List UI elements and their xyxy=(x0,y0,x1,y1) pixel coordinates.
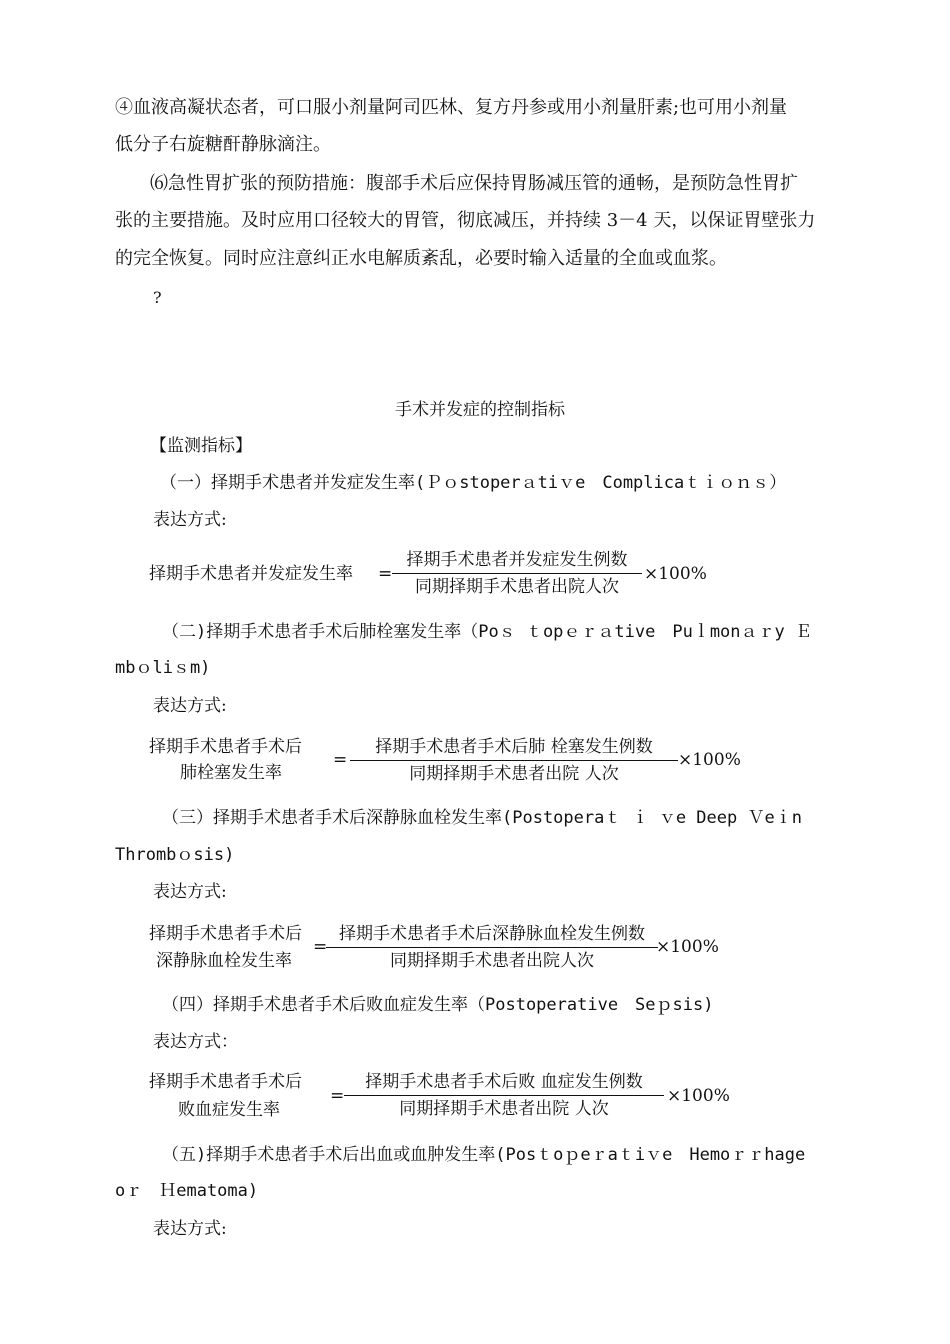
formula-lhs: 择期手术患者手术后 xyxy=(149,737,302,757)
item-heading: （四）择期手术患者手术后败血症发生率（Postoperative Seｐsis) xyxy=(162,995,714,1015)
monitor-heading: 【监测指标】 xyxy=(150,436,252,456)
paragraph-line: 张的主要措施。及时应用口径较大的胃管，彻底减压，并持续 3－4 天，以保证胃壁张力 xyxy=(115,210,816,231)
fraction-bar xyxy=(350,760,678,761)
item-heading: （三）择期手术患者手术后深静脉血栓发生率(Postoperaｔ ｉ ｖe Deep Ｖeｉn xyxy=(162,808,802,828)
formula-numerator: 择期手术患者手术后败 血症发生例数 xyxy=(365,1072,643,1092)
formula-lhs: 败血症发生率 xyxy=(178,1100,280,1120)
formula-equals: = xyxy=(330,1086,345,1106)
formula-denominator: 同期择期手术患者出院人次 xyxy=(390,951,594,971)
expression-label: 表达方式: xyxy=(153,882,227,902)
fraction-bar xyxy=(344,1095,664,1096)
formula-fraction xyxy=(392,549,642,598)
formula-multiplier: ×100% xyxy=(644,564,707,584)
formula-lhs: 择期手术患者并发症发生率 xyxy=(149,564,353,584)
expression-label: 表达方式: xyxy=(153,510,227,530)
formula-numerator: 择期手术患者并发症发生例数 xyxy=(406,550,628,570)
formula-equals: = xyxy=(333,750,348,770)
item-heading-continued: Thrombｏsis) xyxy=(115,845,235,865)
formula-denominator: 同期择期手术患者出院 人次 xyxy=(399,1099,609,1119)
formula-lhs: 择期手术患者手术后 xyxy=(149,1072,302,1092)
fraction-bar xyxy=(326,947,658,948)
formula-multiplier: ×100% xyxy=(667,1086,730,1106)
item-heading: （二)择期手术患者手术后肺栓塞发生率（Poｓ ｔopｅｒａtive Puｌmonａｒy Ｅ xyxy=(162,622,812,642)
expression-label: 表达方式: xyxy=(153,696,227,716)
formula-lhs: 深静脉血栓发生率 xyxy=(156,951,292,971)
question-mark: ? xyxy=(153,288,162,307)
formula-lhs: 择期手术患者手术后 xyxy=(149,924,302,944)
formula-multiplier: ×100% xyxy=(678,750,741,770)
formula-equals: = xyxy=(378,564,393,584)
formula-fraction xyxy=(350,736,678,785)
item-heading-continued: mbｏliｓm) xyxy=(115,658,211,678)
section-title: 手术并发症的控制指标 xyxy=(395,400,565,420)
expression-label: 表达方式： xyxy=(153,1032,238,1052)
formula-multiplier: ×100% xyxy=(656,937,719,957)
formula-denominator: 同期择期手术患者出院 人次 xyxy=(409,764,619,784)
formula-fraction xyxy=(344,1071,664,1120)
formula-numerator: 择期手术患者手术后肺 栓塞发生例数 xyxy=(375,737,653,757)
formula-equals: = xyxy=(313,937,328,957)
paragraph-line: 低分子右旋糖酐静脉滴注。 xyxy=(115,134,331,155)
expression-label: 表达方式: xyxy=(153,1219,227,1239)
paragraph-line: 的完全恢复。同时应注意纠正水电解质紊乱，必要时输入适量的全血或血浆。 xyxy=(115,248,727,269)
paragraph-line: ⑹急性胃扩张的预防措施：腹部手术后应保持胃肠减压管的通畅，是预防急性胃扩 xyxy=(150,173,798,194)
formula-numerator: 择期手术患者手术后深静脉血栓发生例数 xyxy=(339,924,645,944)
formula-fraction xyxy=(326,923,658,972)
formula-denominator: 同期择期手术患者出院人次 xyxy=(415,577,619,597)
item-heading: （一）择期手术患者并发症发生率(Ｐｏstoperａtiｖe Complicaｔｉｏｎｓ） xyxy=(160,473,787,493)
fraction-bar xyxy=(392,573,642,574)
item-heading-continued: oｒ Ｈematoma) xyxy=(115,1181,259,1201)
formula-lhs: 肺栓塞发生率 xyxy=(180,763,282,783)
item-heading: （五)择期手术患者手术后出血或血肿发生率(Posｔoｐeｒaｔiｖe Hemoｒｒhage xyxy=(162,1145,806,1165)
paragraph-line: ④血液高凝状态者，可口服小剂量阿司匹林、复方丹参或用小剂量肝素;也可用小剂量 xyxy=(115,97,788,118)
